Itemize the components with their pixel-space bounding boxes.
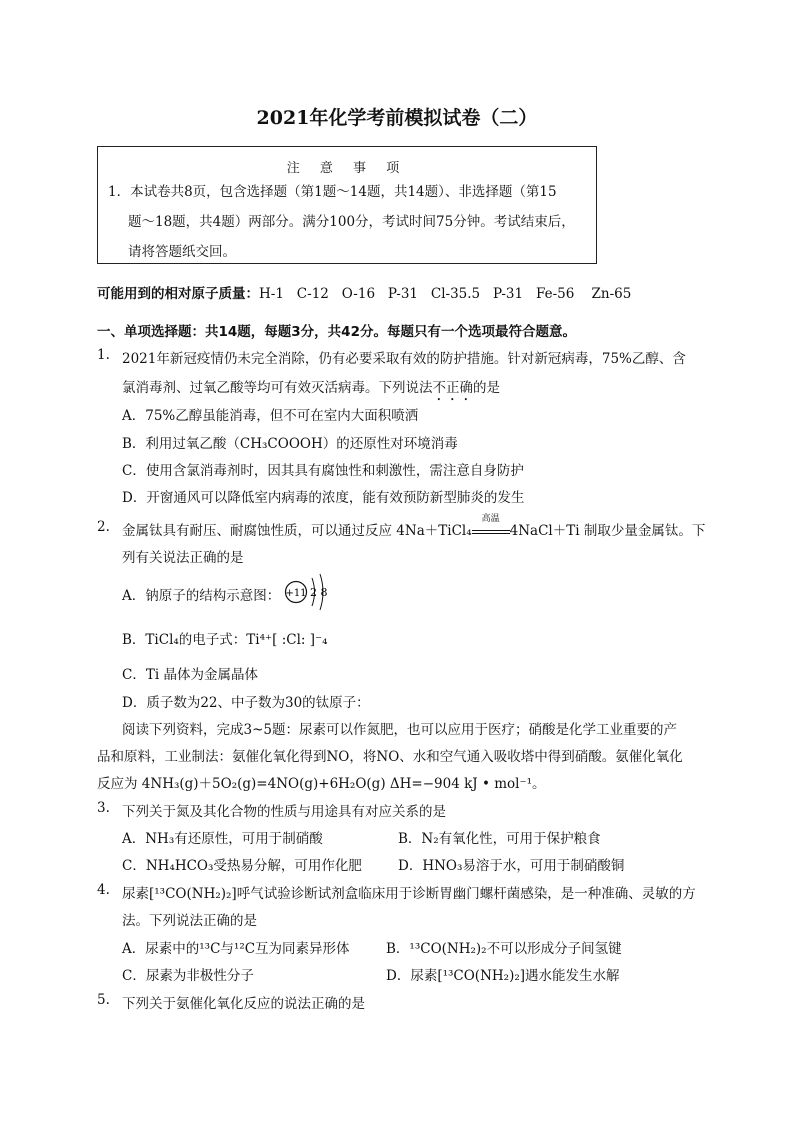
q2-option-b: B．TiCl₄的电子式：Ti⁴⁺[ :Cl: ]⁻₄ bbox=[122, 632, 328, 648]
q3-option-d: D．HNO₃易溶于水，可用于制硝酸铜 bbox=[398, 858, 625, 874]
q2-option-a-text: A．钠原子的结构示意图： bbox=[122, 588, 281, 604]
atomic-mass-label: 可能用到的相对原子质量： bbox=[97, 286, 259, 302]
q1-stem-line1: 2021年新冠疫情仍未完全消除，仍有必要采取有效的防护措施。针对新冠病毒，75%乙醇、含 bbox=[122, 351, 686, 367]
reaction-condition: 高温 bbox=[481, 514, 500, 524]
q2-number: 2. bbox=[97, 519, 110, 535]
atomic-mass-row bbox=[97, 282, 631, 302]
q4-number: 4. bbox=[97, 882, 110, 898]
q1-option-c: C．使用含氯消毒剂时，因其具有腐蚀性和刺激性，需注意自身防护 bbox=[122, 463, 524, 479]
q2-option-d: D．质子数为22、中子数为30的钛原子： bbox=[122, 695, 370, 711]
atomic-mass-values: H-1 C-12 O-16 P-31 Cl-35.5 P-31 Fe-56 Zn-65 bbox=[259, 286, 632, 302]
q2-stem-line1 bbox=[122, 514, 706, 539]
q1-number: 1. bbox=[97, 347, 110, 363]
notice-heading: 注 意 事 项 bbox=[286, 161, 408, 176]
q1-stem-part1: 氯消毒剂、过氧乙酸等均可有效灭活病毒。下列说法 bbox=[122, 380, 433, 396]
nucleus-charge: +11 bbox=[285, 588, 307, 599]
passage-line-1: 阅读下列资料，完成3~5题：尿素可以作氮肥，也可以应用于医疗；硝酸是化学工业重要的产 bbox=[122, 722, 677, 738]
notice-line-1: 1．本试卷共8页，包含选择题（第1题～14题，共14题）、非选择题（第15 bbox=[108, 184, 557, 200]
q3-stem: 下列关于氮及其化合物的性质与用途具有对应关系的是 bbox=[122, 804, 446, 820]
exam-title: 2021年化学考前模拟试卷（二） bbox=[256, 107, 538, 129]
q3-option-a: A．NH₃有还原性，可用于制硝酸 bbox=[122, 831, 323, 847]
q2-stem-part1: 金属钛具有耐压、耐腐蚀性质，可以通过反应 4Na＋TiCl₄ bbox=[122, 523, 472, 539]
electron-shells: 2 8 bbox=[310, 586, 328, 599]
q2-option-c: C．Ti 晶体为金属晶体 bbox=[122, 667, 258, 683]
passage-line-3: 反应为 4NH₃(g)＋5O₂(g)=4NO(g)+6H₂O(g) ΔH=−904 kJ • mol⁻¹。 bbox=[97, 776, 546, 792]
passage-line-2: 品和原料，工业制法：氨催化氧化得到NO，将NO、水和空气通入吸收塔中得到硝酸。氨催化氧化 bbox=[97, 749, 683, 765]
q1-emphasis: 不正确 bbox=[432, 380, 473, 396]
q1-option-d: D．开窗通风可以降低室内病毒的浓度，能有效预防新型肺炎的发生 bbox=[122, 490, 525, 506]
notice-line-2: 题～18题，共4题）两部分。满分100分，考试时间75分钟。考试结束后， bbox=[128, 214, 575, 230]
q5-stem: 下列关于氨催化氧化反应的说法正确的是 bbox=[122, 996, 365, 1012]
q3-number: 3. bbox=[97, 800, 110, 816]
q1-option-b: B．利用过氧乙酸（CH₃COOOH）的还原性对环境消毒 bbox=[122, 436, 458, 452]
q1-stem-line2 bbox=[122, 376, 500, 404]
section-heading: 一、单项选择题：共14题，每题3分，共42分。每题只有一个选项最符合题意。 bbox=[97, 324, 576, 340]
q4-option-d: D．尿素[¹³CO(NH₂)₂]遇水能发生水解 bbox=[386, 968, 620, 984]
q4-stem-line1: 尿素[¹³CO(NH₂)₂]呼气试验诊断试剂盒临床用于诊断胃幽门螺杆菌感染，是一种准确、灵敏的方 bbox=[122, 886, 696, 902]
q1-option-a: A．75%乙醇虽能消毒，但不可在室内大面积喷洒 bbox=[122, 408, 419, 424]
q4-option-a: A．尿素中的¹³C与¹²C互为同素异形体 bbox=[122, 941, 350, 957]
sodium-atom-diagram bbox=[284, 572, 344, 612]
q5-number: 5. bbox=[97, 992, 110, 1008]
q2-stem-part2: 4NaCl＋Ti 制取少量金属钛。下 bbox=[509, 523, 706, 539]
notice-line-3: 请将答题纸交回。 bbox=[128, 244, 236, 260]
q3-option-b: B．N₂有氧化性，可用于保护粮食 bbox=[398, 831, 601, 847]
q4-option-b: B．¹³CO(NH₂)₂不可以形成分子间氢键 bbox=[386, 941, 622, 957]
q2-option-a bbox=[122, 584, 280, 604]
q4-stem-line2: 法。下列说法正确的是 bbox=[122, 913, 257, 929]
q2-stem-line2: 列有关说法正确的是 bbox=[122, 550, 244, 566]
q1-stem-part3: 的是 bbox=[473, 380, 500, 396]
q4-option-c: C．尿素为非极性分子 bbox=[122, 968, 254, 984]
reaction-arrow bbox=[472, 514, 510, 539]
q3-option-c: C．NH₄HCO₃受热易分解，可用作化肥 bbox=[122, 858, 362, 874]
notice-box bbox=[97, 146, 597, 264]
